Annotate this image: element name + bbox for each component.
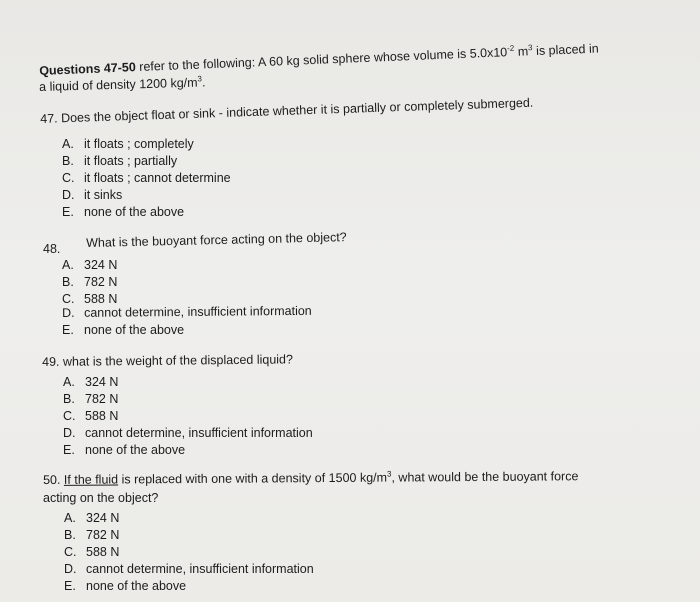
option-text: none of the above [84,323,185,337]
question-48-number: 48. [43,242,61,256]
option-text: it sinks [84,188,123,202]
option-text: 324 N [85,375,119,389]
intro-text-a: refer to the following: A 60 kg solid sphere whose volume is 5.0x10 [135,45,508,75]
option-b [63,392,118,407]
option-c [63,409,118,424]
option-letter: C. [63,409,76,423]
option-text: it floats ; partially [84,154,178,168]
option-b [64,528,119,543]
option-text: it floats ; completely [84,137,194,151]
option-b [62,154,177,169]
option-text: 588 N [84,292,118,306]
intro-line-2 [39,75,206,95]
option-letter: A. [63,375,75,389]
option-text: cannot determine, insufficient information [85,426,313,440]
question-50-line-2: acting on the object? [43,491,159,505]
question-47-prompt: 47. Does the object float or sink - indicate whether it is partially or completely submerged. [40,95,534,126]
option-letter: A. [64,511,76,525]
option-text: 588 N [85,409,119,423]
option-letter: C. [62,171,75,185]
option-letter: E. [62,205,74,219]
exponent: 3 [527,43,533,53]
option-text: it floats ; cannot determine [84,171,231,185]
exponent: 3 [386,469,392,479]
option-a [62,137,194,152]
intro-density-text: a liquid of density 1200 kg/m [39,75,198,94]
question-48-prompt: What is the buoyant force acting on the object? [86,230,347,250]
question-49-prompt: 49. what is the weight of the displaced liquid? [42,352,293,369]
option-text: 782 N [86,528,120,542]
underlined-phrase: If the fluid [63,472,119,487]
option-e [63,443,185,458]
intro-period: . [201,75,206,90]
question-50-line-1 [43,469,578,488]
option-a [63,375,118,390]
option-letter: E. [62,323,74,337]
option-letter: D. [62,188,75,202]
option-text: 588 N [86,545,120,559]
option-text: 782 N [84,275,118,289]
option-letter: D. [64,562,77,576]
option-letter: B. [62,154,74,168]
exponent: 3 [197,74,203,84]
option-text: none of the above [85,443,186,457]
option-a [62,258,117,273]
option-letter: E. [64,579,76,593]
option-letter: B. [62,275,74,289]
option-e [62,323,184,338]
question-50-text-a: is replaced with one with a density of 1500 kg/m [118,470,388,487]
option-c [62,171,231,186]
option-letter: D. [63,426,76,440]
intro-text-b: m [514,44,529,59]
option-b [62,275,117,290]
option-letter: C. [64,545,77,559]
option-d [63,426,313,441]
option-d [62,304,312,321]
option-e [62,205,184,220]
option-letter: C. [62,292,75,306]
option-text: 782 N [85,392,119,406]
option-letter: A. [62,137,74,151]
option-letter: B. [64,528,76,542]
option-text: cannot determine, insufficient information [86,562,314,576]
question-50-text-b: , what would be the buoyant force [391,469,579,485]
option-text: 324 N [84,258,118,272]
option-e [64,579,186,594]
exponent: -2 [506,43,515,54]
option-letter: B. [63,392,75,406]
option-letter: D. [62,305,75,320]
option-d [62,188,122,203]
option-letter: E. [63,443,75,457]
option-d [64,562,314,577]
option-text: none of the above [84,205,185,219]
intro-text-c: is placed in [532,41,599,59]
option-text: 324 N [86,511,120,525]
option-letter: A. [62,258,74,272]
option-text: none of the above [86,579,187,593]
option-text: cannot determine, insufficient information [83,303,312,320]
option-a [64,511,119,526]
question-50-number: 50. [43,472,64,487]
intro-line-1 [39,42,599,79]
questions-range-label: Questions 47-50 [39,60,137,78]
option-c [64,545,119,560]
